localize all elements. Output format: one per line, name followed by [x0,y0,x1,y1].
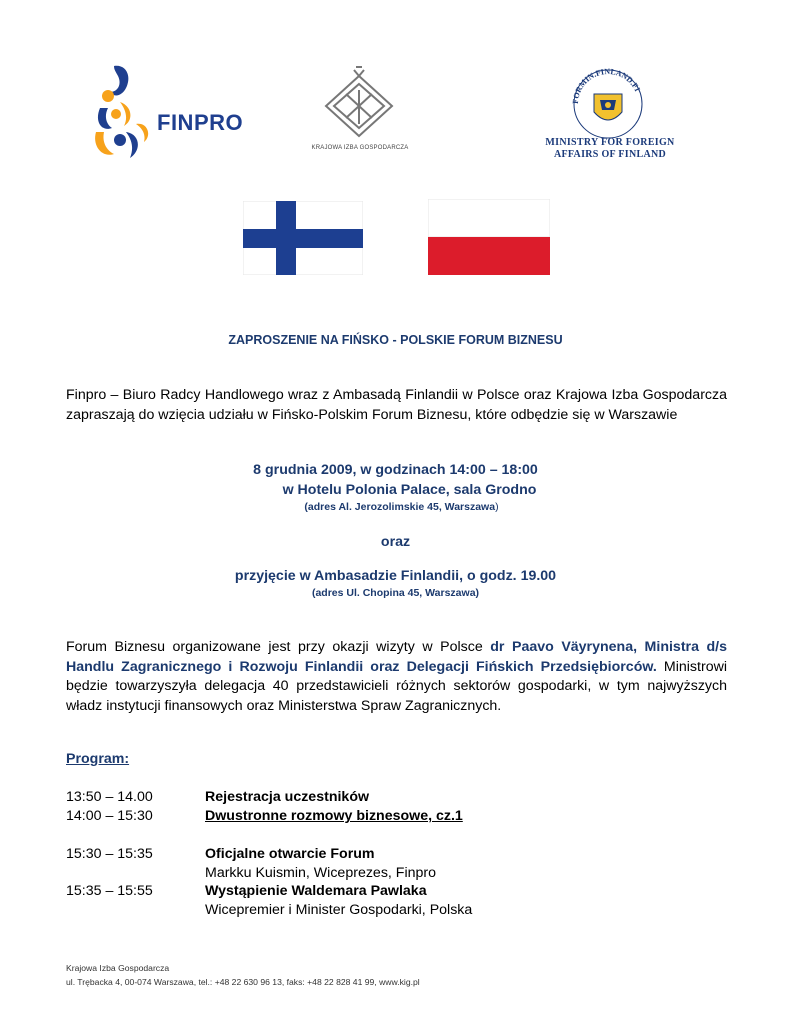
program-heading: Program: [66,751,130,767]
program-time: 15:35 – 15:55 [66,883,153,899]
invitation-title: ZAPROSZENIE NA FIŃSKO - POLSKIE FORUM BIZNESU [228,333,563,347]
program-title: Rejestracja uczestników [205,789,370,805]
program-item-speaker [66,902,726,921]
program-item [66,789,726,808]
mfa-logo-line-1: MINISTRY FOR FOREIGN [545,137,675,148]
program-time: 13:50 – 14.00 [66,789,153,805]
program-item [66,808,726,827]
program-title: Wystąpienie Waldemara Pawlaka [205,883,427,899]
event-address: (adres Al. Jerozolimskie 45, Warszawa) [304,501,499,513]
poland-flag [428,199,550,275]
program-time: 14:00 – 15:30 [66,808,153,824]
intro-paragraph: Finpro – Biuro Radcy Handlowego wraz z Ambasadą Finlandii w Polsce oraz Krajowa Izba Gospodarcza zapraszają do wzięcia udziału w Fińsko-Polskim Forum Biznesu, które odbędzie się w Warszawie [66,387,727,423]
mfa-logo-line-2: AFFAIRS OF FINLAND [553,149,667,160]
kig-emblem-logo [318,66,400,140]
kig-logo-caption: KRAJOWA IZBA GOSPODARCZA [311,145,409,151]
reception-address: (adres Ul. Chopina 45, Warszawa) [311,587,480,599]
reception-info: przyjęcie w Ambasadzie Finlandii, o godz. 19.00 [234,568,557,584]
program-item-speaker [66,865,726,884]
event-venue: w Hotelu Polonia Palace, sala Grodno [282,482,537,498]
event-date: 8 grudnia 2009, w godzinach 14:00 – 18:00 [253,462,538,478]
minister-highlight: dr Paavo Väyrynena, Ministra d/s Handlu Zagranicznego i Rozwoju Finlandii oraz Delegacji Fińskich Przedsiębiorców. [66,639,727,675]
program-subtitle: Markku Kuismin, Wiceprezes, Finpro [205,865,437,881]
program-title: Oficjalne otwarcie Forum [205,846,375,862]
program-subtitle: Wicepremier i Minister Gospodarki, Polska [205,902,473,918]
finland-mfa-emblem [560,62,656,140]
finpro-figures-icon [95,66,148,158]
program-item [66,846,726,865]
oraz-connector: oraz [380,534,411,550]
footer-contact: ul. Trębacka 4, 00-074 Warszawa, tel.: +48 22 630 96 13, faks: +48 22 828 41 99, www.kig.pl [66,977,420,987]
program-title: Dwustronne rozmowy biznesowe, cz.1 [205,808,463,824]
footer-org-name: Krajowa Izba Gospodarcza [66,963,170,973]
forum-paragraph: Forum Biznesu organizowane jest przy okazji wizyty w Polsce dr Paavo Väyrynena, Ministra d/s Handlu Zagranicznego i Rozwoju Finlandii oraz Delegacji Fińskich Przedsiębiorców. Ministrowi będzie towarzyszyła delegacja 40 przedstawicieli różnych sektorów gospodarki, w tym najwyższych władz instytucji finansowych oraz Ministerstwa Spraw Zagranicznych. [66,639,727,714]
lion-crest-icon [594,94,622,120]
program-item [66,883,726,902]
mfa-ring-text: FORMIN.FINLAND.FI [570,66,642,105]
finpro-wordmark: FINPRO [157,110,244,135]
finland-flag [243,201,363,275]
program-time: 15:30 – 15:35 [66,846,153,862]
